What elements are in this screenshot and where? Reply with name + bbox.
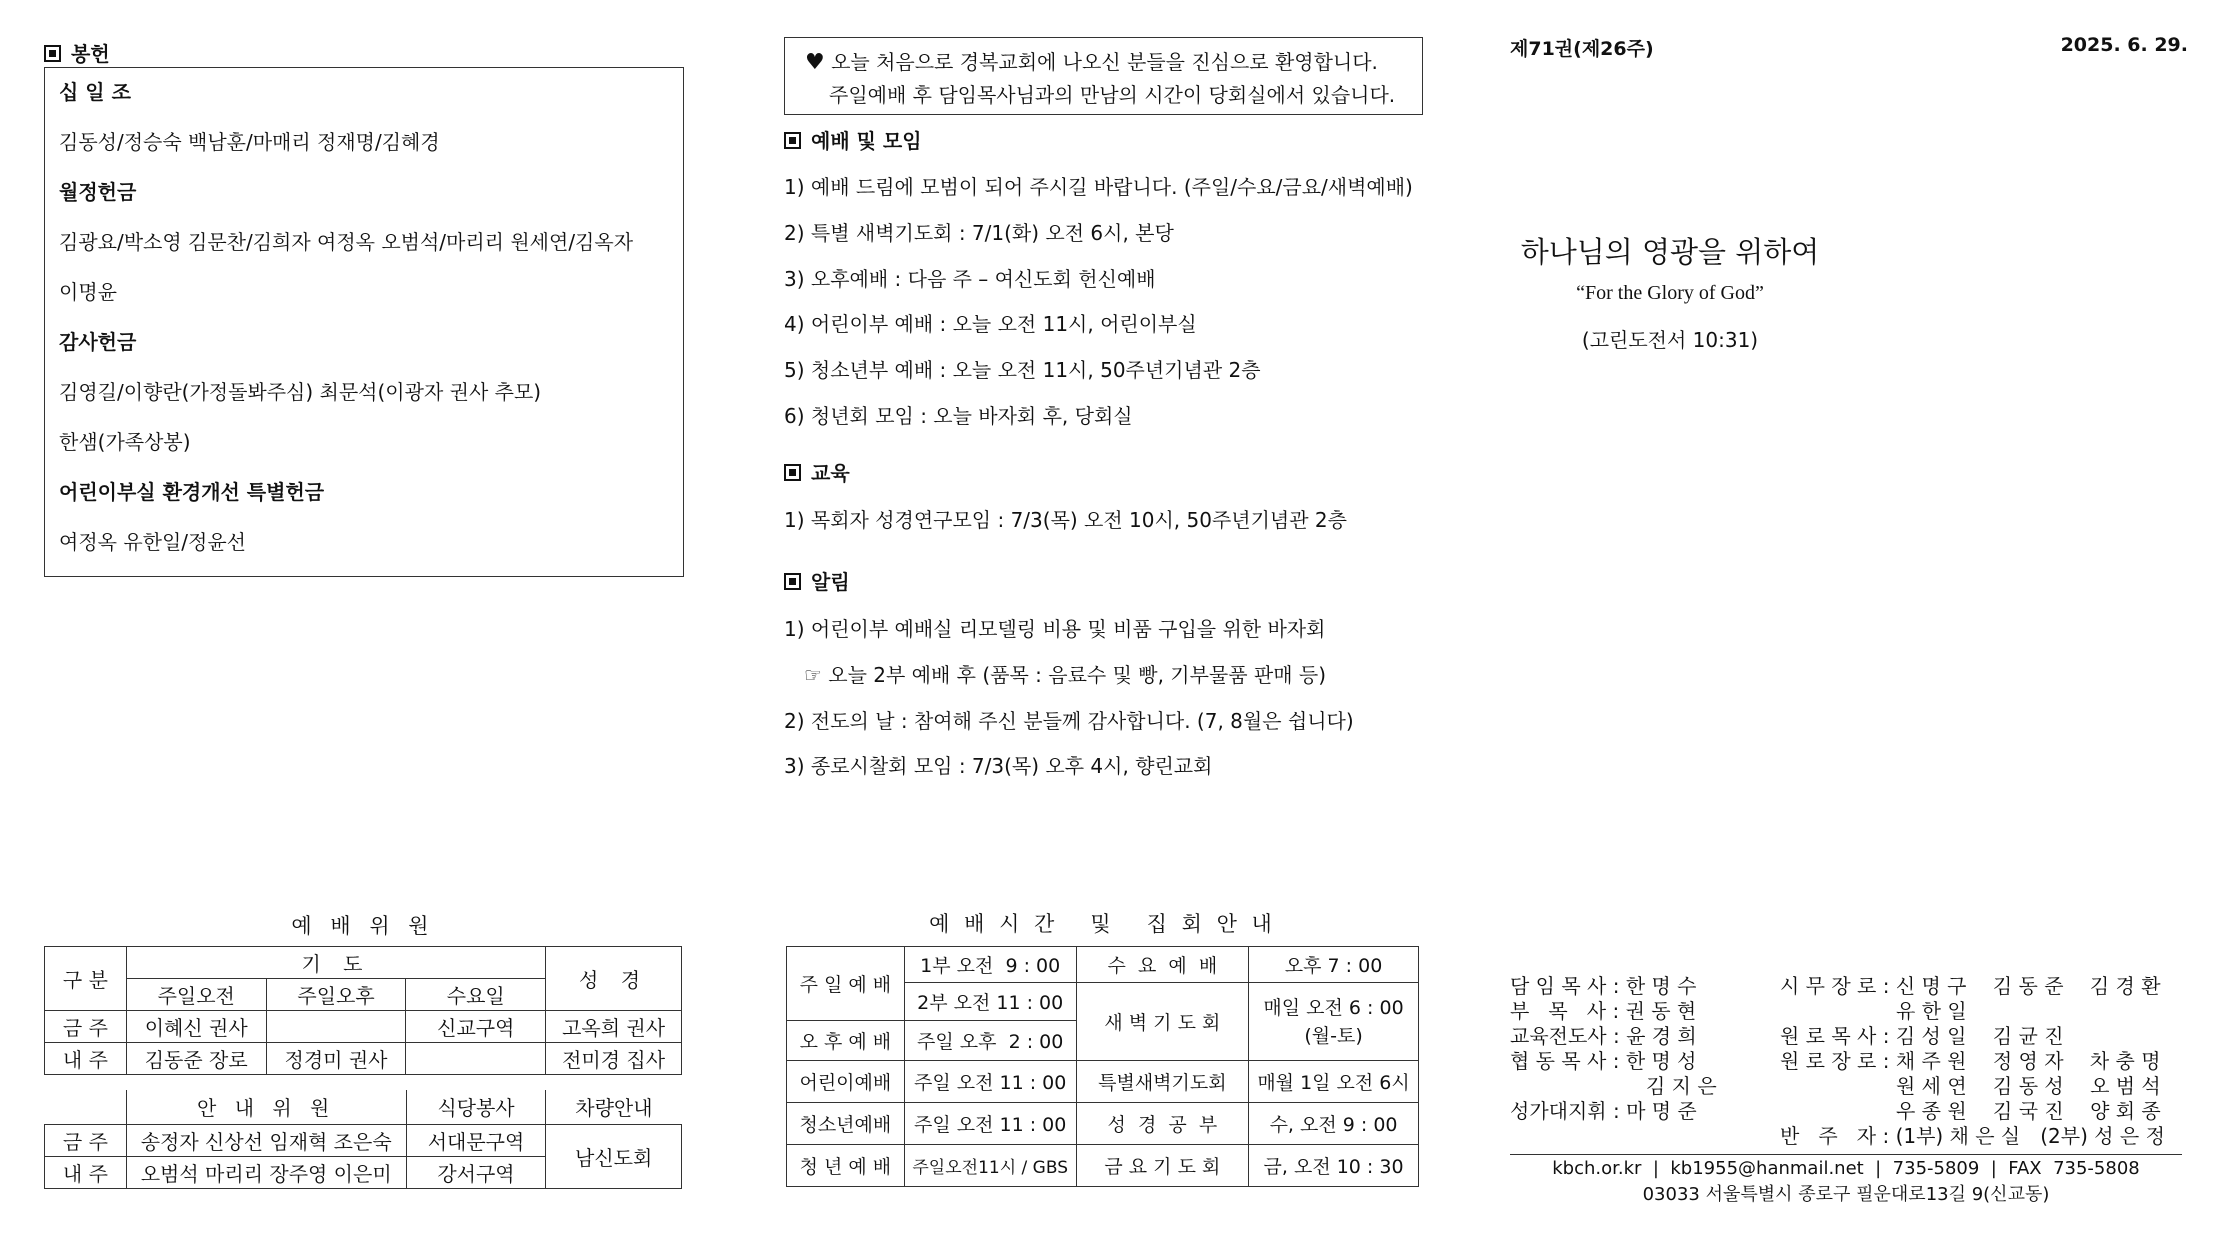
heart-icon: ♥: [805, 50, 825, 75]
bible-label: 성 경 공 부: [1076, 1103, 1248, 1145]
col-header-car: 차량안내: [546, 1090, 682, 1124]
staff-name-continued: 유 한 일: [1896, 999, 1967, 1023]
staff-role: 원 로 장 로: [1780, 1049, 1877, 1073]
notice-item: 1) 어린이부 예배실 리모델링 비용 및 비품 구입을 위한 바자회: [784, 617, 1326, 641]
committee-title: 예 배 위 원: [291, 914, 435, 938]
special-label: 특별새벽기도회: [1076, 1061, 1248, 1103]
volume-number: 제71권(제26주): [1510, 38, 1654, 60]
dawn-time-main: 매일 오전 6 : 00: [1263, 996, 1404, 1019]
staff-entry: 시 무 장 로 : 신 명 구 김 동 준 김 경 환: [1780, 974, 2161, 998]
staff-role: 시 무 장 로: [1780, 974, 1877, 998]
staff-name: 한 명 성: [1625, 1049, 1697, 1073]
col-header-wed: 수요일: [406, 979, 546, 1011]
special-time: 매월 1일 오전 6시: [1249, 1061, 1419, 1103]
staff-entry: 반 주 자 : (1부) 채 은 실 (2부) 성 은 정: [1780, 1124, 2165, 1148]
square-bullet-icon: [44, 45, 61, 62]
sunday-label: 주 일 예 배: [787, 947, 905, 1021]
youth-time: 주일 오전 11 : 00: [904, 1103, 1076, 1145]
staff-role: 원 로 목 사: [1780, 1024, 1877, 1048]
wed-label: 수 요 예 배: [1076, 947, 1248, 983]
worship-header: 예배 및 모임: [784, 125, 922, 154]
staff-role: 반 주 자: [1780, 1124, 1877, 1148]
cell: [406, 1043, 546, 1075]
welcome-box: [784, 37, 1423, 115]
staff-name-continued: 원 세 연 김 동 성 오 범 석: [1896, 1074, 2161, 1098]
wed-time: 오후 7 : 00: [1249, 947, 1419, 983]
offering-line: 이명윤: [59, 280, 117, 304]
col-header-meal: 식당봉사: [406, 1090, 546, 1124]
fri-label: 금 요 기 도 회: [1076, 1145, 1248, 1187]
empty-corner: [45, 1090, 127, 1124]
table-row: [45, 1011, 682, 1043]
staff-entry: 원 로 장 로 : 채 주 원 정 영 자 차 충 명: [1780, 1049, 2161, 1073]
col-header-scripture: 성 경: [546, 947, 682, 1011]
offering-line: 여정옥 유한일/정윤선: [59, 530, 246, 554]
staff-entry: 담 임 목 사 : 한 명 수: [1510, 974, 1697, 998]
issue-date: 2025. 6. 29.: [2060, 34, 2188, 56]
staff-name: (1부) 채 은 실 (2부) 성 은 정: [1895, 1124, 2165, 1148]
square-bullet-icon: [784, 573, 801, 590]
staff-name: 권 동 현: [1625, 999, 1697, 1023]
cell: 서대문구역: [406, 1124, 546, 1156]
staff-entry: 교육전도사 : 윤 경 희: [1510, 1024, 1697, 1048]
worship-item: 4) 어린이부 예배 : 오늘 오전 11시, 어린이부실: [784, 312, 1197, 336]
worship-item: 2) 특별 새벽기도회 : 7/1(화) 오전 6시, 본당: [784, 221, 1174, 245]
worship-item: 6) 청년회 모임 : 오늘 바자회 후, 당회실: [784, 404, 1133, 428]
worship-item: 1) 예배 드림에 모범이 되어 주시길 바랍니다. (주일/수요/금요/새벽예배): [784, 175, 1413, 199]
car-cell: 남신도회: [546, 1124, 682, 1188]
staff-entry: 부 목 사 : 권 동 현: [1510, 999, 1697, 1023]
schedule-table: [786, 946, 1419, 1187]
offering-title-monthly: 월정헌금: [59, 180, 137, 204]
dawn-label: 새 벽 기 도 회: [1076, 983, 1248, 1061]
offering-line: 한샘(가족상봉): [59, 430, 191, 454]
staff-name-continued: 김 지 은: [1646, 1074, 1717, 1098]
cover-verse: (고린도전서 10:31): [1581, 328, 1759, 352]
sunday-2: 2부 오전 11 : 00: [904, 983, 1076, 1021]
col-header-gubun: 구 분: [45, 947, 127, 1011]
staff-role: 협 동 목 사: [1510, 1049, 1607, 1073]
afternoon-label: 오 후 예 배: [787, 1021, 905, 1061]
offering-header: 봉헌: [44, 38, 110, 67]
staff-name: 마 명 준: [1626, 1099, 1697, 1123]
staff-right: [1780, 974, 2165, 1149]
offering-line: 김영길/이향란(가정돌봐주심) 최문석(이광자 권사 추모): [59, 380, 542, 404]
afternoon-time: 주일 오후 2 : 00: [904, 1021, 1076, 1061]
cover-title: 하나님의 영광을 위하여: [1520, 235, 1820, 269]
staff-entry: 성가대지휘 : 마 명 준: [1510, 1099, 1697, 1123]
staff-name: 채 주 원 정 영 자 차 충 명: [1895, 1049, 2161, 1073]
staff-name: 김 성 일 김 균 진: [1895, 1024, 2064, 1048]
sunday-1: 1부 오전 9 : 00: [904, 947, 1076, 983]
offering-title-thanks: 감사헌금: [59, 330, 137, 354]
notice-item: 3) 종로시찰회 모임 : 7/3(목) 오후 4시, 향린교회: [784, 754, 1213, 778]
square-bullet-icon: [784, 132, 801, 149]
row-label: 내 주: [45, 1156, 127, 1188]
notice-item: 2) 전도의 날 : 참여해 주신 분들께 감사합니다. (7, 8월은 쉽니다): [784, 709, 1354, 733]
staff-role: 담 임 목 사: [1510, 974, 1607, 998]
notice-subitem: ☞ 오늘 2부 예배 후 (품목 : 음료수 및 빵, 기부물품 판매 등): [804, 663, 1327, 687]
footer-divider: [1510, 1154, 2182, 1155]
row-label: 금 주: [45, 1011, 127, 1043]
contact-info: kbch.or.kr | kb1955@hanmail.net | 735-5809 | FAX 735-5808: [1552, 1158, 2140, 1179]
cell: 정경미 권사: [266, 1043, 406, 1075]
staff-name: 윤 경 희: [1626, 1024, 1697, 1048]
offering-box: [44, 67, 684, 577]
youth-label: 청소년예배: [787, 1103, 905, 1145]
cell: 이혜신 권사: [126, 1011, 266, 1043]
education-header: 교육: [784, 457, 850, 486]
staff-name: 신 명 구 김 동 준 김 경 환: [1895, 974, 2161, 998]
kids-label: 어린이예배: [787, 1061, 905, 1103]
guide-table: [44, 1090, 682, 1189]
cell: 오범석 마리리 장주영 이은미: [126, 1156, 406, 1188]
col-header-prayer: 기 도: [126, 947, 545, 979]
fri-time: 금, 오전 10 : 30: [1249, 1145, 1419, 1187]
welcome-line-1: ♥ 오늘 처음으로 경복교회에 나오신 분들을 진심으로 환영합니다.: [805, 50, 1378, 75]
staff-left: [1510, 974, 1717, 1124]
cell: 신교구역: [406, 1011, 546, 1043]
offering-title-tithe: 십 일 조: [59, 80, 131, 104]
offering-title-special: 어린이부실 환경개선 특별헌금: [59, 480, 325, 504]
dawn-time-note: (월-토): [1304, 1024, 1363, 1047]
row-label: 금 주: [45, 1124, 127, 1156]
worship-item: 5) 청소년부 예배 : 오늘 오전 11시, 50주년기념관 2층: [784, 358, 1261, 382]
staff-name: 한 명 수: [1625, 974, 1697, 998]
committee-table: [44, 946, 682, 1075]
table-row: [45, 1043, 682, 1075]
staff-entry: 협 동 목 사 : 한 명 성: [1510, 1049, 1697, 1073]
row-label: 내 주: [45, 1043, 127, 1075]
staff-entry: 원 로 목 사 : 김 성 일 김 균 진: [1780, 1024, 2064, 1048]
staff-role: 교육전도사: [1510, 1024, 1607, 1048]
address: 03033 서울특별시 종로구 필운대로13길 9(신교동): [1642, 1184, 2050, 1205]
staff-role: 성가대지휘: [1510, 1099, 1607, 1123]
young-label: 청 년 예 배: [787, 1145, 905, 1187]
col-header-guides: 안 내 위 원: [126, 1090, 406, 1124]
cell: 고옥희 권사: [546, 1011, 682, 1043]
staff-name-continued: 우 종 원 김 국 진 양 회 종: [1896, 1099, 2161, 1123]
square-bullet-icon: [784, 464, 801, 481]
dawn-time: [1249, 983, 1419, 1061]
cell: 송정자 신상선 임재혁 조은숙: [126, 1124, 406, 1156]
cell: 강서구역: [406, 1156, 546, 1188]
bible-time: 수, 오전 9 : 00: [1249, 1103, 1419, 1145]
cover-subtitle: “For the Glory of God”: [1576, 282, 1764, 304]
cell: 김동준 장로: [126, 1043, 266, 1075]
cell: [266, 1011, 406, 1043]
offering-line: 김동성/정승숙 백남훈/마매리 정재명/김혜경: [59, 130, 440, 154]
worship-item: 3) 오후예배 : 다음 주 – 여신도회 헌신예배: [784, 267, 1156, 291]
col-header-morning: 주일오전: [126, 979, 266, 1011]
staff-role: 부 목 사: [1510, 999, 1607, 1023]
young-time: 주일오전11시 / GBS: [904, 1145, 1076, 1187]
table-row: [45, 1124, 682, 1156]
schedule-title: 예 배 시 간 및 집 회 안 내: [929, 912, 1276, 936]
welcome-line-2: 주일예배 후 담임목사님과의 만남의 시간이 당회실에서 있습니다.: [829, 83, 1396, 107]
kids-time: 주일 오전 11 : 00: [904, 1061, 1076, 1103]
col-header-afternoon: 주일오후: [266, 979, 406, 1011]
notice-header: 알림: [784, 566, 850, 595]
cell: 전미경 집사: [546, 1043, 682, 1075]
education-item: 1) 목회자 성경연구모임 : 7/3(목) 오전 10시, 50주년기념관 2층: [784, 508, 1347, 532]
offering-line: 김광요/박소영 김문찬/김희자 여정옥 오범석/마리리 원세연/김옥자: [59, 230, 634, 254]
